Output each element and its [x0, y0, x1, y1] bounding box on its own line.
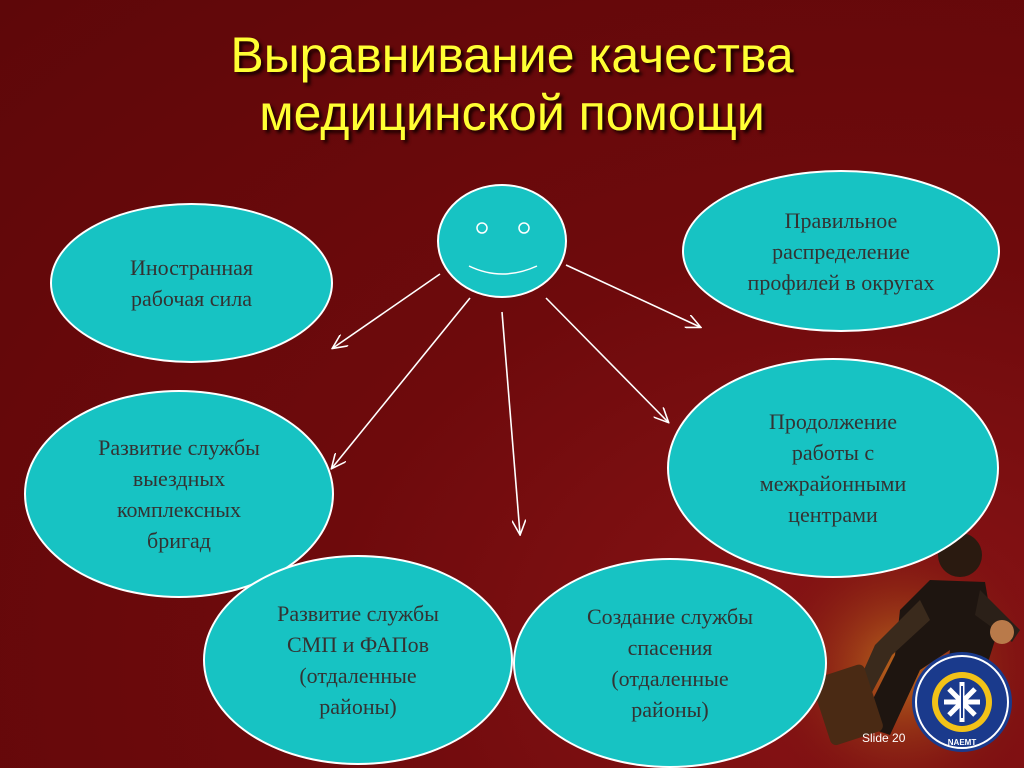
node-rescue-service-label: Создание службы спасения (отдаленные районы) — [586, 604, 754, 722]
arrow-to-interdistrict-centers — [546, 298, 668, 422]
arrow-to-mobile-teams — [332, 298, 470, 468]
node-profile-distribution — [682, 170, 1000, 332]
title-line-1: Выравнивание качества — [230, 27, 794, 83]
node-smp-fap-label: Развитие службы СМП и ФАПов (отдаленные районы) — [277, 601, 439, 719]
logo-naemt-text: NAEMT — [947, 738, 977, 747]
node-foreign-workforce — [50, 203, 333, 363]
title-line-2: медицинской помощи — [259, 85, 765, 141]
node-interdistrict-centers-label: Продолжение работы с межрайонными центрами — [759, 409, 907, 527]
node-interdistrict-centers — [667, 358, 999, 578]
node-foreign-workforce-label: Иностранная рабочая сила — [129, 255, 254, 311]
arrow-to-foreign-workforce — [333, 274, 440, 348]
smiley-icon — [437, 184, 567, 298]
node-mobile-teams-label: Развитие службы выездных комплексных бригад — [98, 435, 260, 553]
arrow-to-smp-fap — [502, 312, 520, 534]
node-smp-fap — [203, 555, 513, 765]
slide-number: Slide 20 — [862, 731, 906, 745]
arrow-to-profile-distribution — [566, 265, 700, 327]
node-rescue-service — [513, 558, 827, 768]
node-profile-distribution-label: Правильное распределение профилей в округах — [747, 207, 935, 295]
